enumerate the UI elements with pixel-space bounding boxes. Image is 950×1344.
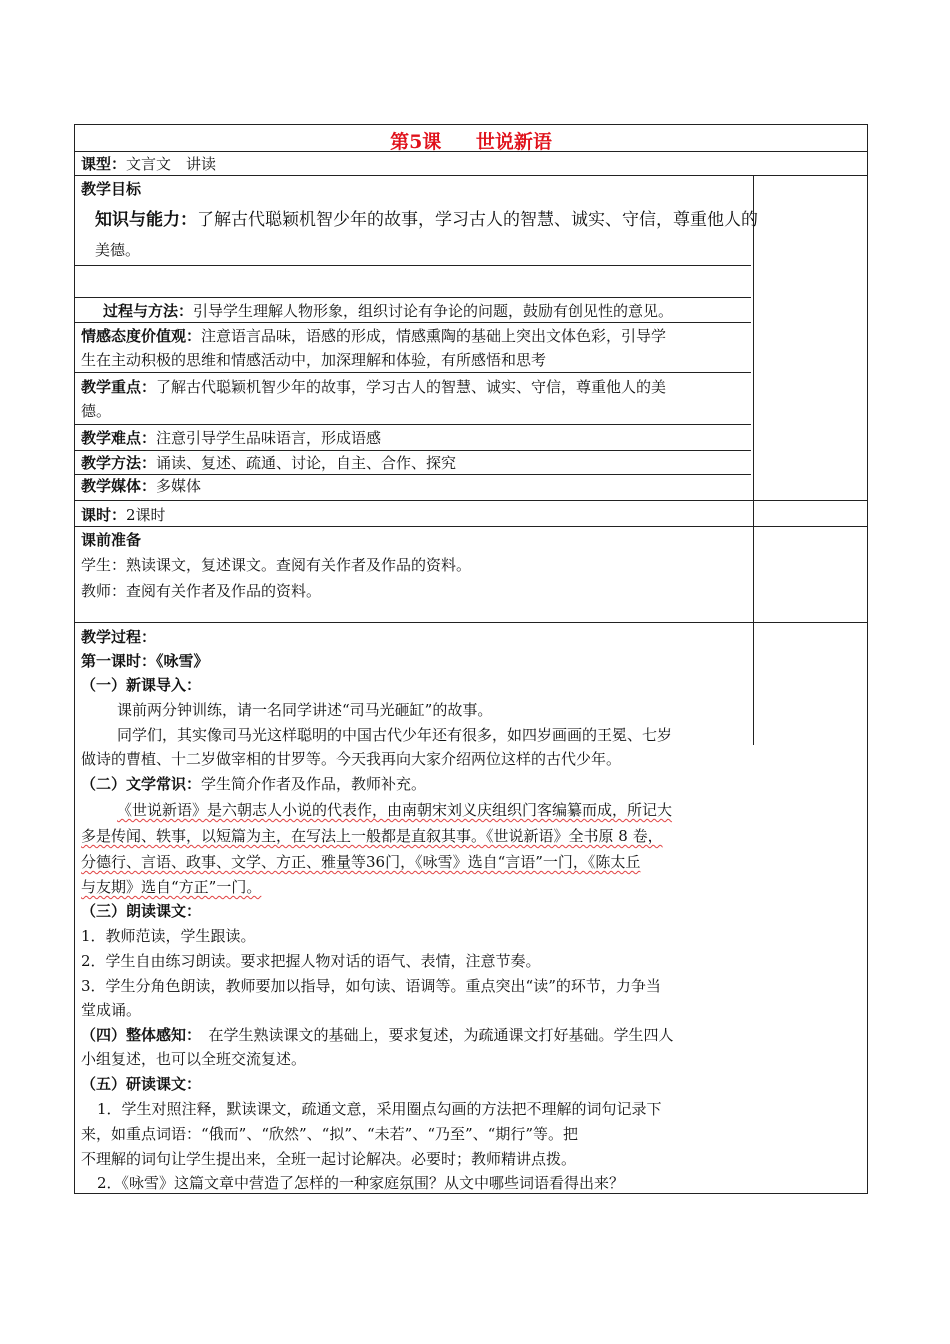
- section3-item2: 2．学生自由练习朗读。要求把握人物对话的语气、表情，注意节奏。: [81, 952, 541, 970]
- section2-line1: 《世说新语》是六朝志人小说的代表作，由南朝宋刘义庆组织门客编纂而成，所记大: [117, 801, 673, 819]
- section2-line4: 与友期》选自“方正”一门。: [81, 878, 262, 896]
- media-text: 多媒体: [156, 477, 202, 495]
- section3-item3-line1: 3．学生分角色朗读，教师要加以指导，如句读、语调等。重点突出“读”的环节，力争当: [81, 977, 661, 995]
- teaching-process: [75, 623, 867, 1193]
- goals-heading: 教学目标: [81, 180, 142, 198]
- section4-label: （四）整体感知：: [81, 1026, 194, 1044]
- emotion-line2: 生在主动积极的思维和情感活动中，加深理解和体验，有所感悟和思考: [81, 351, 547, 369]
- emotion-text: 注意语言品味，语感的形成，情感熏陶的基础上突出文体色彩，引导学: [201, 327, 667, 345]
- emotion-row: [75, 323, 751, 373]
- media-row: [75, 475, 867, 501]
- section3-item3-line2: 堂成诵。: [81, 1001, 142, 1019]
- lesson-number: 第5课: [390, 131, 442, 153]
- process-text: 引导学生理解人物形象，组织讨论有争论的问题，鼓励有创见性的意见。: [193, 302, 674, 320]
- knowledge-line2: 美德。: [95, 241, 141, 259]
- preparation-heading: 课前准备: [81, 531, 142, 549]
- section1-para2-line2: 做诗的曹植、十二岁做宰相的甘罗等。今天我再向大家介绍两位这样的古代少年。: [81, 750, 622, 768]
- section2-heading: [81, 774, 426, 794]
- knowledge-line1: [95, 210, 758, 230]
- section1-para2-line1: 同学们，其实像司马光这样聪明的中国古代少年还有很多，如四岁画画的王冕、七岁: [117, 726, 673, 744]
- key-point-line2: 德。: [81, 402, 112, 420]
- hours-row: [75, 501, 867, 527]
- difficulty-label: 教学难点：: [81, 429, 157, 447]
- section4-text: 在学生熟读课文的基础上，要求复述，为疏通课文打好基础。学生四人: [208, 1026, 674, 1044]
- section5-item1-line1: 1．学生对照注释，默读课文，疏通文意，采用圈点勾画的方法把不理解的词句记录下: [97, 1100, 662, 1118]
- section2-line2: 多是传闻、轶事，以短篇为主，在写法上一般都是直叙其事。《世说新语》全书原 8 卷，: [81, 827, 663, 845]
- method-row: [75, 451, 751, 475]
- lesson-type-row: [75, 152, 867, 176]
- process-label: 过程与方法：: [103, 302, 194, 320]
- difficulty: [81, 428, 381, 448]
- section4-line2: 小组复述，也可以全班交流复述。: [81, 1050, 307, 1068]
- preparation-teacher: 教师：查阅有关作者及作品的资料。: [81, 582, 322, 600]
- section3-item1: 1．教师范读，学生跟读。: [81, 927, 256, 945]
- media-label: 教学媒体：: [81, 477, 157, 495]
- hours: [81, 505, 166, 525]
- key-point-row: [75, 373, 751, 425]
- hours-text: 2课时: [126, 506, 166, 524]
- method-label: 教学方法：: [81, 454, 157, 472]
- emotion-label: 情感态度价值观：: [81, 327, 202, 345]
- knowledge-label: 知识与能力：: [95, 210, 197, 230]
- hours-label: 课时：: [81, 506, 127, 524]
- section5-heading: （五）研读课文：: [81, 1075, 202, 1093]
- goals-knowledge-row: [75, 176, 758, 266]
- lesson-name: 世说新语: [475, 131, 552, 153]
- knowledge-text: 了解古代聪颖机智少年的故事，学习古人的智慧、诚实、守信，尊重他人的: [197, 210, 758, 230]
- section5-item2: 2．《咏雪》这篇文章中营造了怎样的一种家庭氛围？从文中哪些词语看得出来？: [97, 1174, 625, 1192]
- process-method-row: [75, 298, 751, 323]
- section1-heading: （一）新课导入：: [81, 676, 202, 694]
- media: [81, 476, 201, 496]
- difficulty-text: 注意引导学生品味语言，形成语感: [156, 429, 382, 447]
- lesson-type-value: 文言文 讲读: [126, 155, 217, 173]
- section2-intro: 学生简介作者及作品，教师补充。: [201, 775, 427, 793]
- section1-para1: 课前两分钟训练，请一名同学讲述“司马光砸缸”的故事。: [117, 701, 493, 719]
- lesson-type: [81, 154, 216, 174]
- emotion-line1: [81, 326, 666, 346]
- section4-line1: [81, 1025, 674, 1045]
- section2-line3: 分德行、言语、政事、文学、方正、雅量等36门，《咏雪》选自“言语”一门，《陈太丘: [81, 853, 641, 871]
- empty-row: [75, 266, 751, 298]
- title-row: [75, 125, 867, 152]
- period1-heading: 第一课时：《咏雪》: [81, 652, 209, 670]
- page-title: [75, 127, 867, 154]
- section5-item1-line2: 来，如重点词语：“俄而”、“欣然”、“拟”、“未若”、“乃至”、“期行”等。把: [81, 1125, 579, 1143]
- section2-label: （二）文学常识：: [81, 775, 202, 793]
- section3-heading: （三）朗读课文：: [81, 902, 202, 920]
- process-method: [103, 301, 673, 321]
- key-point-text: 了解古代聪颖机智少年的故事，学习古人的智慧、诚实、守信，尊重他人的美: [156, 378, 667, 396]
- key-point-label: 教学重点：: [81, 378, 157, 396]
- method-text: 诵读、复述、疏通、讨论，自主、合作、探究: [156, 454, 457, 472]
- preparation-row: [75, 527, 867, 623]
- lesson-plan-table: [74, 124, 868, 1194]
- preparation-student: 学生：熟读课文，复述课文。查阅有关作者及作品的资料。: [81, 556, 472, 574]
- section5-item1-line3: 不理解的词句让学生提出来，全班一起讨论解决。必要时；教师精讲点拨。: [81, 1150, 577, 1168]
- method: [81, 453, 456, 473]
- lesson-type-label: 课型：: [81, 155, 127, 173]
- difficulty-row: [75, 425, 751, 451]
- key-point-line1: [81, 377, 666, 397]
- process-heading: 教学过程：: [81, 628, 157, 646]
